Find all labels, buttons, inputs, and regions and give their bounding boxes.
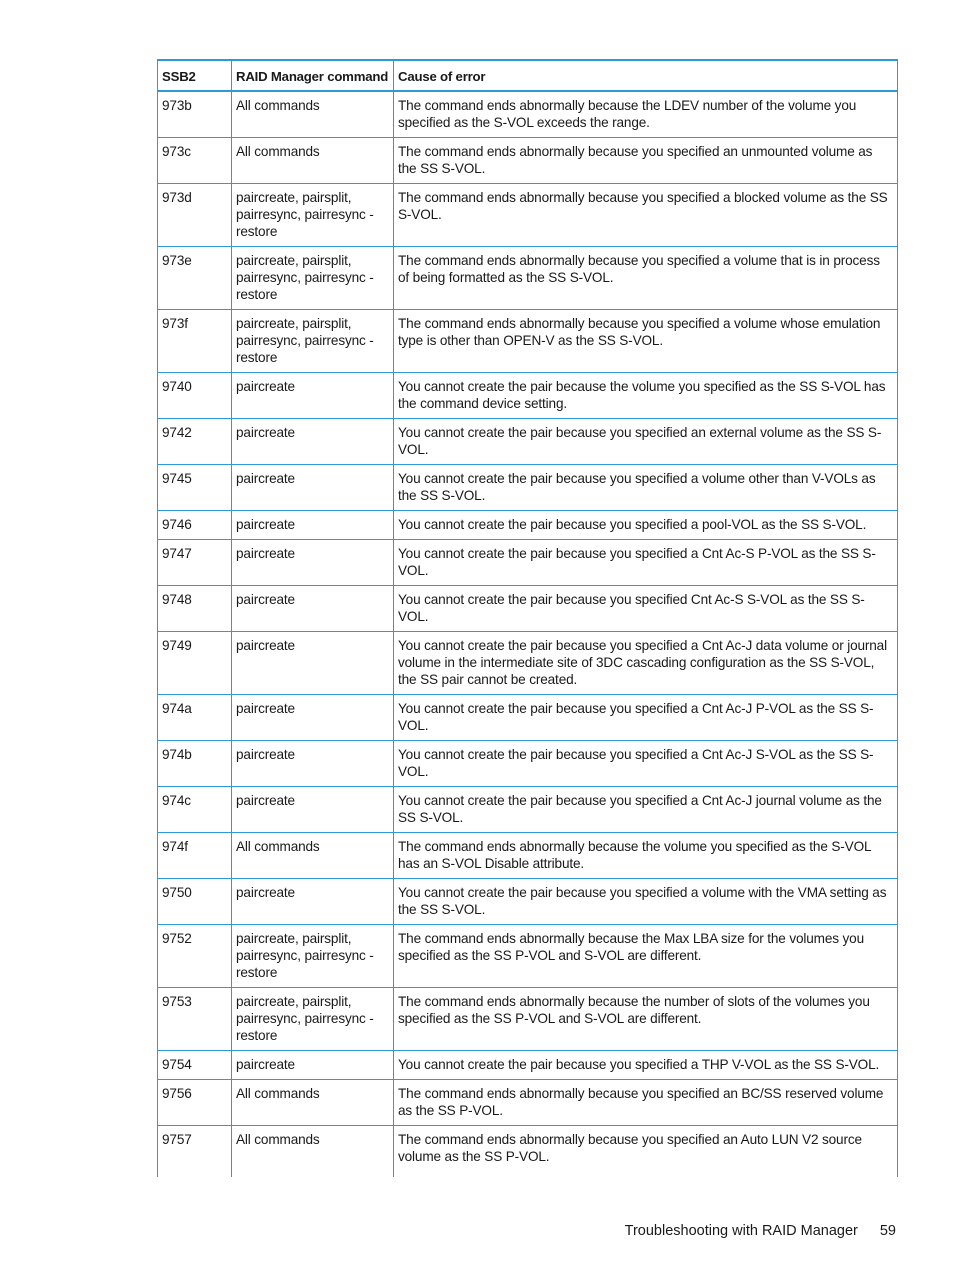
command-cell: paircreate (232, 511, 394, 540)
table-row (158, 310, 898, 373)
table-row (158, 138, 898, 184)
ssb2-cell: 9748 (158, 586, 232, 632)
ssb2-cell: 974f (158, 833, 232, 879)
ssb2-cell: 9746 (158, 511, 232, 540)
command-cell: paircreate (232, 695, 394, 741)
table-row (158, 1051, 898, 1080)
cause-cell: You cannot create the pair because you specified a Cnt Ac-S P-VOL as the SS S-VOL. (394, 540, 898, 586)
table-row (158, 91, 898, 138)
command-cell: paircreate (232, 465, 394, 511)
cause-cell: The command ends abnormally because you specified an unmounted volume as the SS S-VOL. (394, 138, 898, 184)
command-cell: paircreate, pairsplit, pairresync, pairresync -restore (232, 247, 394, 310)
ssb2-cell: 973e (158, 247, 232, 310)
table-row (158, 925, 898, 988)
ssb2-cell: 973f (158, 310, 232, 373)
ssb2-cell: 9749 (158, 632, 232, 695)
ssb2-cell: 9742 (158, 419, 232, 465)
command-cell: paircreate, pairsplit, pairresync, pairresync -restore (232, 925, 394, 988)
command-cell: paircreate (232, 879, 394, 925)
table-row (158, 247, 898, 310)
table-row (158, 184, 898, 247)
command-cell: paircreate, pairsplit, pairresync, pairresync -restore (232, 988, 394, 1051)
ssb2-cell: 974c (158, 787, 232, 833)
header-ssb2: SSB2 (158, 60, 232, 91)
command-cell: paircreate (232, 632, 394, 695)
command-cell: All commands (232, 833, 394, 879)
cause-cell: You cannot create the pair because you specified a volume other than V-VOLs as the SS S-VOL. (394, 465, 898, 511)
cause-cell: The command ends abnormally because you specified a volume whose emulation type is other than OPEN-V as the SS S-VOL. (394, 310, 898, 373)
cause-cell: You cannot create the pair because you specified an external volume as the SS S-VOL. (394, 419, 898, 465)
table-row (158, 1080, 898, 1126)
command-cell: All commands (232, 138, 394, 184)
cause-cell: You cannot create the pair because you specified a Cnt Ac-J data volume or journal volume in the intermediate site of 3DC cascading configuration as the SS S-VOL, the SS pair cannot be created. (394, 632, 898, 695)
command-cell: paircreate (232, 787, 394, 833)
command-cell: paircreate (232, 741, 394, 787)
table-row (158, 833, 898, 879)
table-row (158, 586, 898, 632)
cause-cell: You cannot create the pair because you specified a THP V-VOL as the SS S-VOL. (394, 1051, 898, 1080)
command-cell: All commands (232, 1126, 394, 1178)
table-row (158, 1126, 898, 1178)
ssb2-error-table (157, 59, 898, 1177)
table-row (158, 465, 898, 511)
cause-cell: You cannot create the pair because the volume you specified as the SS S-VOL has the command device setting. (394, 373, 898, 419)
table-row (158, 373, 898, 419)
ssb2-cell: 974a (158, 695, 232, 741)
ssb2-cell: 9754 (158, 1051, 232, 1080)
ssb2-cell: 9747 (158, 540, 232, 586)
header-raid-manager-command: RAID Manager command (232, 60, 394, 91)
command-cell: paircreate (232, 373, 394, 419)
ssb2-cell: 9752 (158, 925, 232, 988)
page-footer (625, 1223, 896, 1239)
footer-section-title: Troubleshooting with RAID Manager (624, 1223, 858, 1239)
cause-cell: You cannot create the pair because you specified a Cnt Ac-J journal volume as the SS S-VOL. (394, 787, 898, 833)
command-cell: All commands (232, 91, 394, 138)
table-row (158, 632, 898, 695)
command-cell: paircreate, pairsplit, pairresync, pairresync -restore (232, 184, 394, 247)
table-body (158, 91, 898, 1177)
table-row (158, 741, 898, 787)
cause-cell: You cannot create the pair because you specified a volume with the VMA setting as the SS S-VOL. (394, 879, 898, 925)
cause-cell: You cannot create the pair because you specified a Cnt Ac-J S-VOL as the SS S-VOL. (394, 741, 898, 787)
command-cell: paircreate (232, 586, 394, 632)
cause-cell: The command ends abnormally because the LDEV number of the volume you specified as the S-VOL exceeds the range. (394, 91, 898, 138)
page-number: 59 (879, 1223, 896, 1239)
ssb2-cell: 974b (158, 741, 232, 787)
ssb2-cell: 9745 (158, 465, 232, 511)
cause-cell: The command ends abnormally because the volume you specified as the S-VOL has an S-VOL Disable attribute. (394, 833, 898, 879)
command-cell: paircreate (232, 419, 394, 465)
command-cell: All commands (232, 1080, 394, 1126)
table-header-row (158, 60, 898, 91)
ssb2-cell: 9740 (158, 373, 232, 419)
cause-cell: You cannot create the pair because you specified a Cnt Ac-J P-VOL as the SS S-VOL. (394, 695, 898, 741)
cause-cell: You cannot create the pair because you specified a pool-VOL as the SS S-VOL. (394, 511, 898, 540)
ssb2-cell: 9756 (158, 1080, 232, 1126)
cause-cell: You cannot create the pair because you specified Cnt Ac-S S-VOL as the SS S-VOL. (394, 586, 898, 632)
table-row (158, 988, 898, 1051)
ssb2-cell: 9757 (158, 1126, 232, 1178)
ssb2-cell: 9750 (158, 879, 232, 925)
ssb2-cell: 973c (158, 138, 232, 184)
command-cell: paircreate (232, 540, 394, 586)
cause-cell: The command ends abnormally because you specified a blocked volume as the SS S-VOL. (394, 184, 898, 247)
ssb2-cell: 973d (158, 184, 232, 247)
table-row (158, 879, 898, 925)
cause-cell: The command ends abnormally because you specified an BC/SS reserved volume as the SS P-VOL. (394, 1080, 898, 1126)
table-row (158, 540, 898, 586)
header-cause-of-error: Cause of error (394, 60, 898, 91)
cause-cell: The command ends abnormally because the Max LBA size for the volumes you specified as the SS P-VOL and S-VOL are different. (394, 925, 898, 988)
ssb2-cell: 973b (158, 91, 232, 138)
table-row (158, 695, 898, 741)
cause-cell: The command ends abnormally because the number of slots of the volumes you specified as the SS P-VOL and S-VOL are different. (394, 988, 898, 1051)
cause-cell: The command ends abnormally because you specified an Auto LUN V2 source volume as the SS P-VOL. (394, 1126, 898, 1178)
command-cell: paircreate, pairsplit, pairresync, pairresync -restore (232, 310, 394, 373)
table-row (158, 787, 898, 833)
cause-cell: The command ends abnormally because you specified a volume that is in process of being formatted as the SS S-VOL. (394, 247, 898, 310)
ssb2-cell: 9753 (158, 988, 232, 1051)
table-row (158, 419, 898, 465)
command-cell: paircreate (232, 1051, 394, 1080)
table-row (158, 511, 898, 540)
